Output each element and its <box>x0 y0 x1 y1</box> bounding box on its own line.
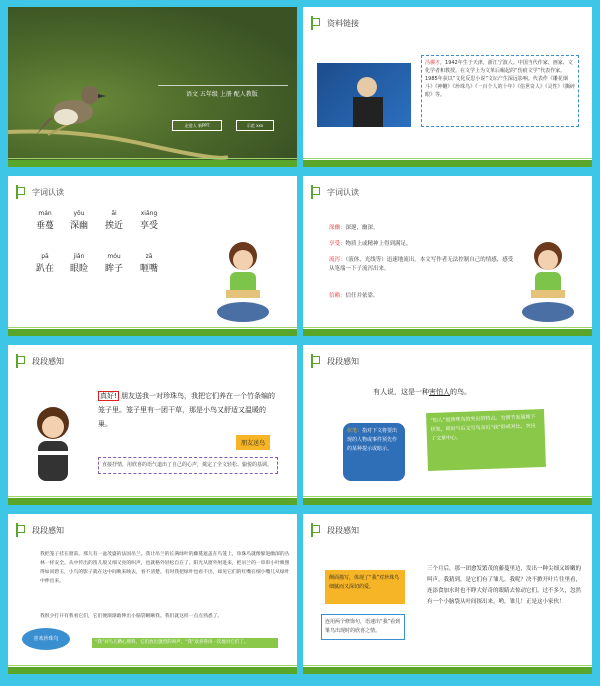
slide-author[interactable] <box>303 7 592 167</box>
author-photo <box>317 63 411 127</box>
quote-line: 有人说，这是一种害怕人的鸟。 <box>373 388 471 396</box>
slide-paragraph-2[interactable] <box>303 345 592 505</box>
author-info-box <box>421 55 579 127</box>
title-divider <box>158 85 288 86</box>
slide-paragraph-3[interactable] <box>8 514 297 674</box>
slide-vocab-meaning[interactable] <box>303 176 592 336</box>
word-item: yōu 深幽 <box>70 210 89 231</box>
slide-vocab-reading[interactable] <box>8 176 297 336</box>
bird-on-branch-image <box>8 7 297 167</box>
author-name: 冯骥才 <box>425 60 441 66</box>
bottom-bar <box>303 667 592 674</box>
definition-item: 享受：物质上或精神上得到满足。 <box>329 241 412 247</box>
bottom-bar <box>303 160 592 167</box>
passage-text: 真好! 朋友送我一对珍珠鸟，我把它们养在一个竹条编的笼子里。笼子里有一团干草，那是小鸟又舒适又温暖的巢。 <box>98 392 276 428</box>
slide-header <box>311 15 359 31</box>
cover-button-1[interactable]: 走进人 新PPT <box>172 120 222 131</box>
analysis-note: 直接抒情，用欣喜的语气道出了自己的心声，奠定了全文轻松、愉悦的基调。 <box>98 457 278 474</box>
analysis-strip: “我”对鸟儿精心照料，它们放出强烈的叫声，“我”欢喜得再一次地对它们了。 <box>92 638 278 648</box>
header-title: 字词认读 <box>32 187 64 197</box>
cover-photo <box>8 7 297 167</box>
bookmark-icon <box>311 354 321 368</box>
foreshadow-note: 伏笔：指对下文将要出现的人物或事件预先作的某种提示或暗示。 <box>343 423 405 481</box>
slide-header <box>311 184 359 200</box>
bookmark-icon <box>311 16 321 30</box>
slide-header <box>16 184 64 200</box>
theme-circle: 喜欢珍珠鸟 <box>22 628 70 650</box>
header-title: 段段感知 <box>327 356 359 366</box>
bookmark-icon <box>311 185 321 199</box>
reading-girl-image <box>208 234 278 334</box>
word-item: mán 垂蔓 <box>36 210 55 231</box>
bottom-bar <box>303 329 592 336</box>
word-item: zā 咂嘴 <box>140 253 159 274</box>
slide-header <box>16 522 64 538</box>
author-portrait-image <box>317 63 411 127</box>
word-item: jiǎn 眼睑 <box>70 253 89 274</box>
slide-paragraph-4[interactable] <box>303 514 592 674</box>
cover-button-2[interactable]: 示范 xxx <box>236 120 274 131</box>
word-item: pā 趴在 <box>36 253 55 274</box>
word-item: āi 挨近 <box>105 210 124 231</box>
cover-title: 语文 五年级 上册 配人教版 <box>186 91 258 98</box>
thumbs-up-girl-image <box>18 401 88 501</box>
reading-girl-image <box>513 234 583 334</box>
definition-item: 信赖：信任并依靠。 <box>329 293 379 299</box>
word-item: móu 眸子 <box>105 253 124 274</box>
bookmark-icon <box>311 523 321 537</box>
slide-header <box>16 353 64 369</box>
bottom-bar <box>8 498 297 505</box>
header-title: 段段感知 <box>32 525 64 535</box>
passage-text-2: 我很少打开有我看它们，它们便渐渐敢伸出小脑袋瞅瞅我。我们就这样一点点熟悉了。 <box>40 614 223 619</box>
slide-header <box>311 522 359 538</box>
bookmark-icon <box>16 354 26 368</box>
passage-text: 三个月后，那一团愈发繁茂的藤蔓里边，发出一种尖细又娇嫩的叫声。我猜到，是它们有了雏儿。我呢？决不掀开叶片往里看，连添食加水时也不睁大好奇的眼睛去惊动它们。过不多久，忽然有一个小脑袋从叶间探出来。哟，雏儿！正是这小家伙！ <box>427 566 582 605</box>
slide-paragraph-1[interactable] <box>8 345 297 505</box>
bottom-bar <box>8 329 297 336</box>
bookmark-icon <box>16 523 26 537</box>
bottom-bar <box>303 498 592 505</box>
header-title: 段段感知 <box>327 525 359 535</box>
word-item: xiǎng 享受 <box>140 210 159 231</box>
analysis-card: “怕人”是珍珠鸟的突出的特点。为情节发展埋下伏笔，同时与后文写鸟亲近“我”形成对比，突出了文章中心。 <box>426 409 546 471</box>
header-title: 资料链接 <box>327 18 359 28</box>
highlight-note: 侧面描写，体现了“我”对珍珠鸟细腻而又深切的爱。 <box>325 570 405 604</box>
bottom-bar <box>8 667 297 674</box>
header-title: 段段感知 <box>32 356 64 366</box>
slide-cover[interactable] <box>8 7 297 167</box>
passage-text: 我把笼子挂在窗前。那儿有一盆茂盛的法国吊兰。我让吊兰的长满绿叶的藤蔓遮盖在鸟笼上，珍珠鸟就像躲进幽深的丛林一样安全。从中传出的笛儿般又细又亮的叫声，也就格外轻松自在了。阳光从窗外射进来，把吊兰的一串串小叶映照得如同碧玉，小鸟的影子就在这中间映来映去，看不清楚。有时我把绿叶也看不出，却见它们的红嘴在细小嘴儿从绿叶中伸出来。 <box>40 552 290 584</box>
analysis-note: 连用两个修饰句，语速出“我”看到雏鸟出现时的欣喜之情。 <box>321 614 405 640</box>
author-bio: ，1942年生于天津，浙江宁波人。中国当代作家、画家、文化学者和教授。在文学上为文革后崛起的“伤痕文学”代表作家。1985年获以“文化反思小说”文坛产生深远影响。代表作《雕花烟斗》《神鞭》《珍珠鸟》《一百个人的十年》《俗世奇人》《灵性》《撕碎眼》等。 <box>425 60 576 98</box>
summary-tag: 朋友送鸟 <box>236 435 270 450</box>
header-title: 字词认读 <box>327 187 359 197</box>
definition-item: 深幽：深邃，幽深。 <box>329 225 379 231</box>
bookmark-icon <box>16 185 26 199</box>
bottom-bar <box>8 160 297 167</box>
definition-item: 流泻：（液体、光线等）迅速地流出。本文写作者无法控制自己的情感，感受从笔端一下子流泻出来。 <box>329 257 514 272</box>
slide-header <box>311 353 359 369</box>
highlight-word: 真好! <box>100 392 117 400</box>
